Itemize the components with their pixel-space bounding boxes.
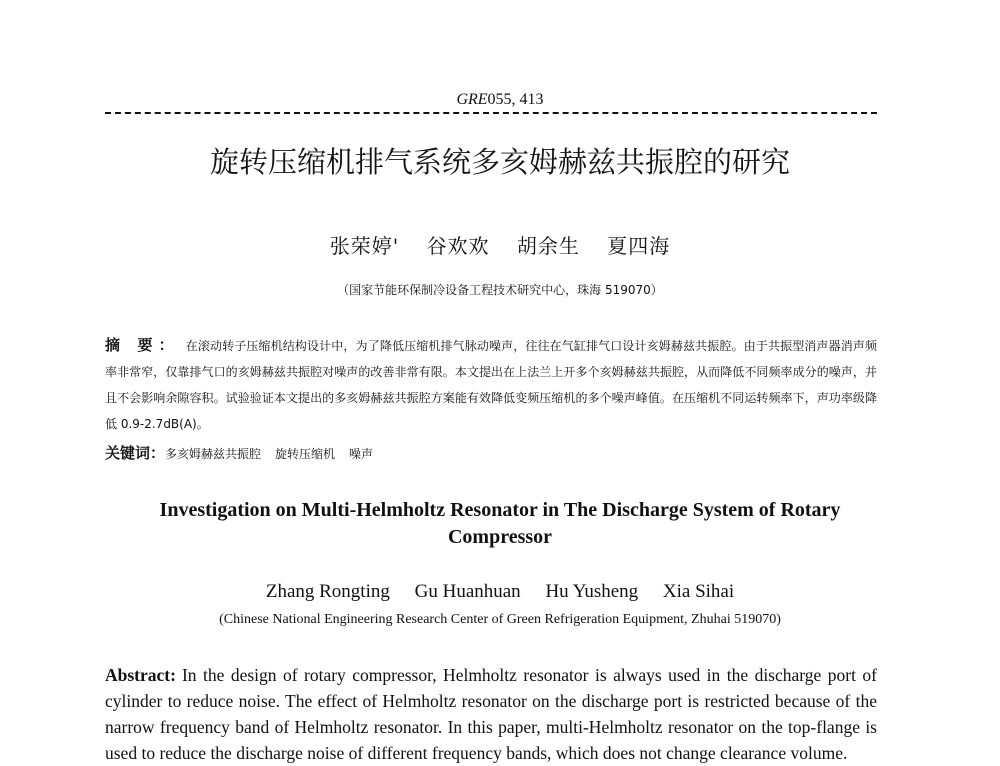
- author-en-3: Hu Yusheng: [545, 581, 639, 602]
- keywords-cn-label: 关键词：: [105, 444, 166, 462]
- paper-title-cn: 旋转压缩机排气系统多亥姆赫兹共振腔的研究: [209, 145, 790, 179]
- abstract-cn-text: 在滚动转子压缩机结构设计中，为了降低压缩机排气脉动噪声，往往在气缸排气口设计亥姆赫兹共振腔。由于共振型消声器消声频率非常窄，仅靠排气口的亥姆赫兹共振腔对噪声的改善非常有限。本文提出在上法兰上开多个亥姆赫兹共振腔，从而降低不同频率成分的噪声，并且不会影响余隙容积。试验验证本文提出的多亥姆赫兹共振腔方案能有效降低变频压缩机的多个噪声峰值。在压缩机不同运转频率下，声功率级降低 0.9-2.7dB(A)。: [105, 339, 877, 431]
- author-en-4: Xia Sihai: [662, 581, 735, 602]
- paper-code: [0, 90, 1000, 110]
- abstract-en: [105, 662, 877, 766]
- paper-code-prefix: GRE: [456, 91, 488, 108]
- abstract-cn: [105, 332, 877, 437]
- header-rule: [105, 112, 877, 114]
- authors-cn: [0, 232, 1000, 260]
- author-cn-4: 夏四海: [607, 234, 671, 258]
- keyword-cn-1: 多亥姆赫兹共振腔: [165, 447, 262, 461]
- author-cn-1: 张荣婷': [329, 234, 400, 258]
- abstract-cn-label: 摘 要：: [105, 336, 180, 354]
- keyword-cn-2: 旋转压缩机: [275, 447, 336, 461]
- author-cn-2: 谷欢欢: [426, 234, 490, 258]
- paper-title-en: Investigation on Multi-Helmholtz Resonator in The Discharge System of Rotary Compressor: [159, 499, 841, 548]
- keyword-cn-3: 噪声: [349, 447, 374, 461]
- affiliation-cn: （国家节能环保制冷设备工程技术研究中心，珠海 519070）: [337, 283, 663, 297]
- affiliation-en: (Chinese National Engineering Research Center of Green Refrigeration Equipment, Zhuhai 519070): [219, 612, 781, 627]
- authors-en: [0, 580, 1000, 604]
- abstract-en-label: Abstract:: [105, 665, 176, 685]
- paper-code-number: 055, 413: [487, 91, 544, 108]
- author-cn-3: 胡余生: [516, 234, 580, 258]
- abstract-en-text: In the design of rotary compressor, Helmholtz resonator is always used in the discharge port of cylinder to reduce noise. The effect of Helmholtz resonator on the discharge port is restricted because of the narrow frequency band of Helmholtz resonator. In this paper, multi-Helmholtz resonator on the top-flange is used to reduce the discharge noise of different frequency bands, which does not change clearance volume.: [105, 665, 877, 763]
- author-en-1: Zhang Rongting: [265, 581, 390, 602]
- author-en-2: Gu Huanhuan: [414, 581, 521, 602]
- keywords-cn: [105, 442, 877, 465]
